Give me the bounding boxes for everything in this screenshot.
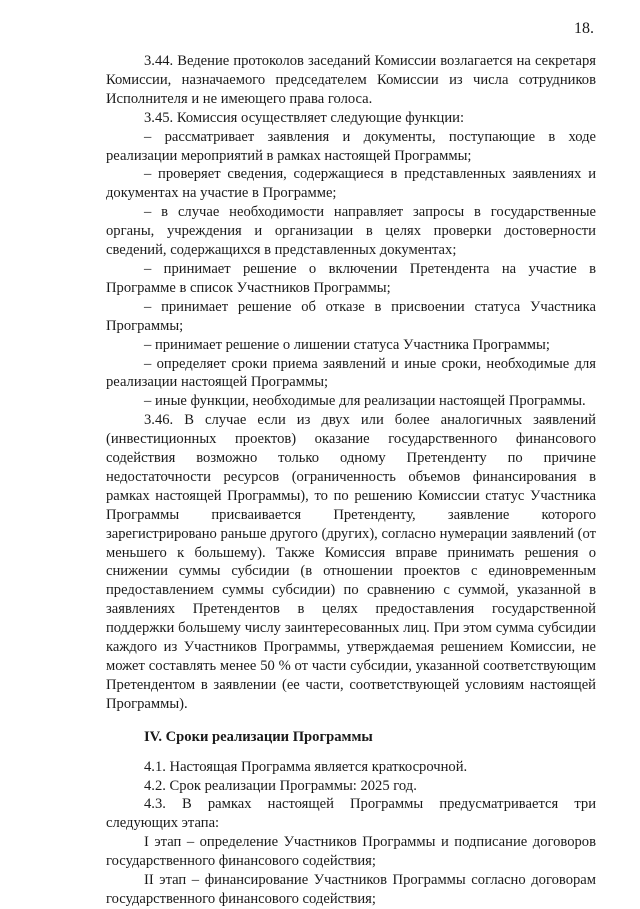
document-body <box>106 52 596 909</box>
list-item-function: – проверяет сведения, содержащиеся в представленных заявлениях и документах на участие в Программе; <box>106 166 596 202</box>
paragraph-4-1: 4.1. Настоящая Программа является краткосрочной. <box>144 758 468 775</box>
page-number: 18. <box>574 20 594 37</box>
paragraph-3-44: 3.44. Ведение протоколов заседаний Комиссии возлагается на секретаря Комиссии, назначаемого председателем Комиссии из числа сотрудников Исполнителя и не имеющего права голоса. <box>106 53 596 107</box>
list-item-function: – рассматривает заявления и документы, поступающие в ходе реализации мероприятий в рамках настоящей Программы; <box>106 128 596 164</box>
section-heading: IV. Сроки реализации Программы <box>144 728 373 745</box>
stage-item: I этап – определение Участников Программы и подписание договоров государственного финансового содействия; <box>106 834 596 870</box>
paragraph-4-2: 4.2. Срок реализации Программы: 2025 год. <box>144 777 417 794</box>
paragraph-4-3: 4.3. В рамках настоящей Программы предусматривается три следующих этапа: <box>106 796 596 832</box>
list-item-function: – иные функции, необходимые для реализации настоящей Программы. <box>144 393 586 410</box>
list-item-function: – в случае необходимости направляет запросы в государственные органы, учреждения и организации в целях проверки достоверности сведений, содержащихся в представленных документах; <box>106 204 596 259</box>
stage-item: II этап – финансирование Участников Программы согласно договорам государственного финансового содействия; <box>106 872 596 907</box>
list-item-function: – определяет сроки приема заявлений и иные сроки, необходимые для реализации настоящей Программы; <box>106 355 596 391</box>
list-item-function: – принимает решение о включении Претендента на участие в Программе в список Участников Программы; <box>106 260 596 296</box>
paragraph-3-45: 3.45. Комиссия осуществляет следующие функции: <box>144 109 465 126</box>
paragraph-3-46: 3.46. В случае если из двух или более аналогичных заявлений (инвестиционных проектов) оказание государственного финансового содействия возможно только одному Претенденту по причине недостаточности ресурсов (ограниченность объемов финансирования в рамках настоящей Программы), то по решению Комиссии статус Участника Программы присваивается Претенденту, заявление которого зарегистрировано раньше другого (других), согласно нумерации заявлений (от меньшего к большему). Также Комиссия вправе принимать решения о снижении суммы субсидии (в отношении проектов с единовременным предоставлением суммы субсидии) по сравнению с суммой, указанной в заявлениях Претендентов в целях предоставления государственной поддержки большему числу заинтересованных лиц. При этом сумма субсидии каждого из Участников Программы, утверждаемая решением Комиссии, не может составлять менее 50 % от части субсидии, указанной соответствующим Претендентом в заявлении (ее части, соответствующей условиям настоящей Программы). <box>106 412 596 712</box>
list-item-function: – принимает решение о лишении статуса Участника Программы; <box>144 336 550 353</box>
list-item-function: – принимает решение об отказе в присвоении статуса Участника Программы; <box>106 298 596 334</box>
